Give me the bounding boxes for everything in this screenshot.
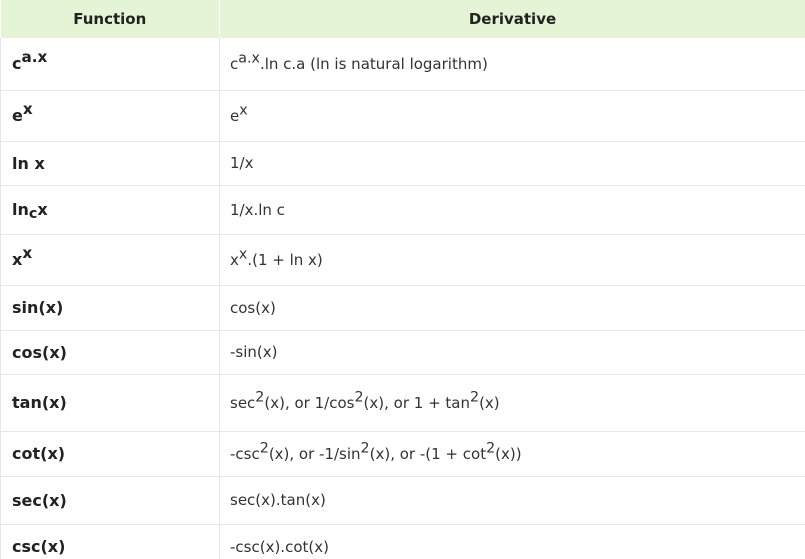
table-row <box>1 431 805 476</box>
derivative-cell: $c^{a.x}.\ln$ c.a (ln is natural logarithm) <box>220 38 805 90</box>
table-row <box>1 185 805 234</box>
derivative-cell: $\sec^2(x)$, or $1/\cos^2(x)$, or $1 + \tan^2(x)$ <box>220 374 805 431</box>
function-cell: sec(x) <box>1 476 220 524</box>
derivative-cell: $x^x.(1 + \ln x)$ <box>220 234 805 285</box>
function-cell: $\ln_cx$ <box>1 185 220 234</box>
table-row <box>1 234 805 285</box>
table-header-row <box>1 0 805 38</box>
derivative-cell: $e^x$ <box>220 90 805 141</box>
function-cell: tan(x) <box>1 374 220 431</box>
function-cell: sin(x) <box>1 285 220 330</box>
function-cell: $x^x$ <box>1 234 220 285</box>
function-cell: csc(x) <box>1 524 220 559</box>
header-function: Function <box>1 0 220 38</box>
derivative-cell: sec(x).tan(x) <box>220 476 805 524</box>
table-row <box>1 524 805 559</box>
table-row <box>1 374 805 431</box>
function-cell: $c^{a.x}$ <box>1 38 220 90</box>
function-cell: cot(x) <box>1 431 220 476</box>
derivative-cell: cos(x) <box>220 285 805 330</box>
function-cell: cos(x) <box>1 330 220 374</box>
table-row <box>1 38 805 90</box>
derivative-cell: $-\csc^2(x)$, or $-1/\sin^2(x)$, or $-(1 + \cot^2(x))$ <box>220 431 805 476</box>
derivative-cell: 1/x <box>220 141 805 185</box>
function-cell: $e^x$ <box>1 90 220 141</box>
table-row <box>1 330 805 374</box>
derivative-cell: -csc(x).cot(x) <box>220 524 805 559</box>
table-row <box>1 141 805 185</box>
derivative-cell: 1/x.ln c <box>220 185 805 234</box>
function-cell: ln x <box>1 141 220 185</box>
header-derivative: Derivative <box>220 0 805 38</box>
table-row <box>1 90 805 141</box>
table-row <box>1 476 805 524</box>
derivative-cell: -sin(x) <box>220 330 805 374</box>
table-row <box>1 285 805 330</box>
